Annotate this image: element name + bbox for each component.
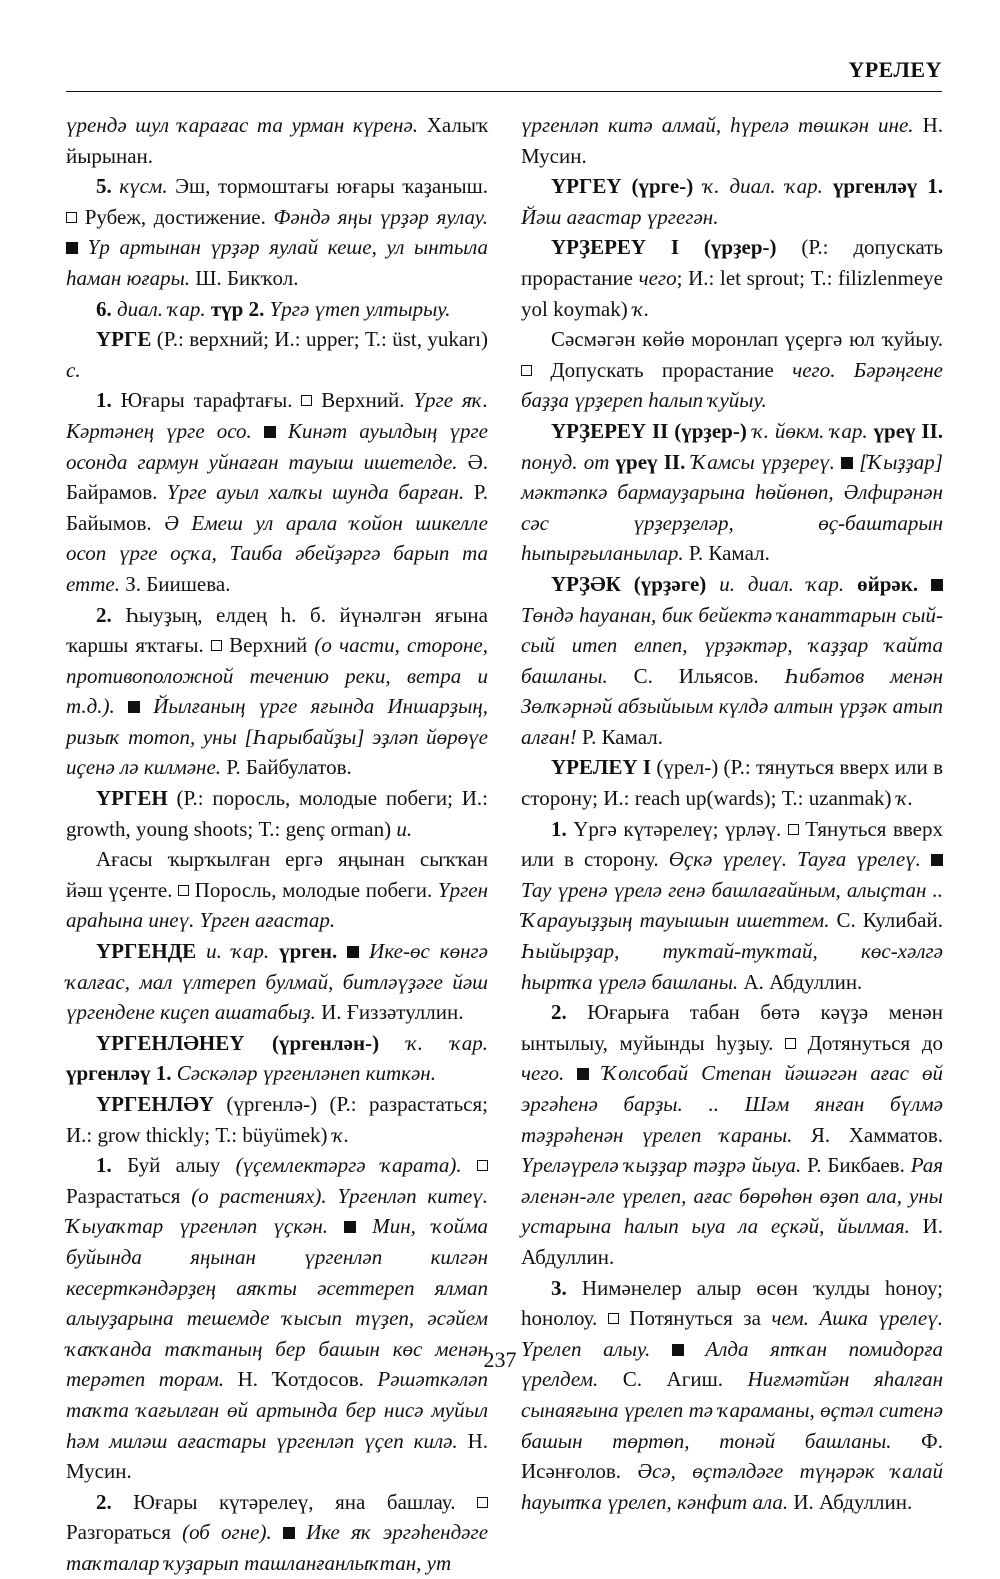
example-text: Үр артынан үрҙәр яулай кеше, ул ынтыла һаман юғары.: [66, 235, 488, 290]
translations-text: ; И.: let sprout; Т.: filizlenmeye yol koymak): [521, 265, 943, 321]
sense-number: 1.: [96, 388, 112, 413]
square-marker-icon: [788, 824, 799, 835]
translation-text: Разрастаться: [66, 1183, 192, 1208]
grammar-label: ҡ. йөкм. ҡар.: [746, 418, 868, 443]
example-text: Рәшәткәләп таҡта ҡағылған өй артында бер нисә муйыл һәм миләш ағастары үргенләп үҫеп килә.: [66, 1367, 488, 1453]
source-text: И. Абдуллин.: [521, 1214, 943, 1269]
source-text: Ш. Бикҡол.: [190, 265, 299, 290]
sense-paragraph: [66, 1150, 488, 1487]
stem-form: (үрге-): [621, 174, 694, 199]
translation-text: Разгораться: [66, 1520, 183, 1545]
square-marker-icon: [301, 395, 312, 406]
sense-paragraph: [66, 600, 488, 784]
headword-paragraph: [521, 752, 943, 813]
definition-paragraph: [521, 324, 943, 416]
black-square-marker-icon: [347, 946, 359, 958]
example-text: Алда ятҡан помидорға үрелдем.: [521, 1336, 944, 1392]
sense-paragraph: [66, 1487, 488, 1579]
source-text: Я. Хамматов.: [792, 1122, 943, 1147]
definition-text: Нимәнелер: [566, 1275, 697, 1300]
gloss-text: (о растениях).: [191, 1183, 327, 1208]
sense-number: 3.: [551, 1275, 567, 1300]
gloss-text: (об огне).: [182, 1520, 272, 1545]
part-of-speech-label: ҡ.: [327, 1122, 350, 1147]
example-text: Тау үренә үрелә генә башлағайным, алыҫтан .. Ҡарауыҙҙың тауышын ишеттем.: [521, 877, 943, 933]
headword-paragraph: [66, 783, 488, 844]
cross-reference: үргенләү 1.: [66, 1061, 172, 1086]
definition-text: Юғары күтәрелеү, яна башлау.: [111, 1489, 477, 1514]
source-text: Р. Бикбаев.: [801, 1153, 911, 1178]
example-text: Үреләүрелә ҡыҙҙар тәҙрә йыуа.: [521, 1153, 802, 1178]
translation-text: Поросль, молодые побеги.: [189, 877, 438, 902]
stem-form: (үрҙер-): [668, 418, 747, 443]
translation-text: Потянуться за: [618, 1306, 772, 1331]
headword: ҮРҘЕРЕҮ II: [551, 418, 669, 443]
gloss-text: (үҫемлектәргә ҡарата).: [235, 1153, 462, 1178]
definition-text: Һыуҙың, елдең һ. б. йүнәлгән яғына ҡаршы яҡтағы.: [66, 602, 488, 658]
gloss-text: чего: [638, 265, 677, 290]
stem-form: (үрҙәге): [620, 571, 707, 596]
translation-text: Тянуться вверх или в сторону.: [521, 816, 943, 872]
sense-paragraph: [521, 1273, 943, 1518]
example-text: үрендә шул ҡарағас та урман күренә.: [66, 113, 419, 137]
headword: ҮРГЕҮ: [551, 174, 622, 199]
black-square-marker-icon: [264, 426, 276, 438]
translation-text: Дотянуться до: [795, 1030, 944, 1055]
headword: ҮРГЕН: [96, 786, 168, 811]
entry-paragraph: [521, 110, 943, 171]
part-of-speech-label: ҡ.: [627, 296, 650, 321]
example-text: Һыйырҙар, туҡтай-туҡтай, көс-хәлгә һыртҡа үрелә башланы.: [521, 939, 943, 994]
grammar-label: ҡ. ҡар.: [379, 1030, 488, 1055]
sense-paragraph: [521, 814, 943, 998]
example-text: Ҡамсы үрҙереү.: [685, 449, 835, 474]
translations-text: (үргенлә-) (Р.: разрастаться; И.: grow thickly; Т.: büyümek): [66, 1092, 488, 1147]
black-square-marker-icon: [841, 457, 853, 469]
black-square-marker-icon: [66, 242, 78, 254]
definition-text: алыр өсөн ҡулды һоноу; һонолоу.: [521, 1275, 944, 1331]
source-text: Р. Камал.: [683, 541, 770, 566]
definition-text: Үргә күтәрелеү; үрләү.: [566, 816, 788, 841]
sense-number: 2.: [96, 1489, 112, 1514]
example-text: Мин, ҡойма буйында яңынан үргенләп килгән кесерткәндәрҙең аяҡты әсеттереп ялмап алыуҙарына тешемде ҡысып түҙеп, әсәйем ҡаҡҡанда таҡтаның бер башын көс менән терәтеп торам.: [66, 1214, 489, 1392]
example-text: Бәрәңгене баҙҙа үрҙереп һалып ҡуйыу.: [521, 357, 943, 413]
example-text: Кинәт ауылдың үрге осонда гармун уйнаған тауыш ишетелде.: [66, 418, 488, 474]
headword-paragraph: [521, 569, 943, 753]
example-text: Рая әленән-әле үрелеп, ағас бөрөһөн өҙөп ала, уны устарына һалып ыуа ла еҫкәй, йылмая.: [521, 1153, 943, 1239]
translations-text: (Р.: верхний; И.: upper; Т.: üst, yukarı): [151, 327, 488, 352]
example-text: Йәш ағастар үргегән.: [521, 204, 719, 229]
translation-text: Рубеж, достижение.: [77, 204, 274, 229]
square-marker-icon: [521, 365, 532, 376]
grammar-label: и. диал. ҡар.: [706, 571, 845, 596]
example-text: Сәскәләр үргенләнеп киткән.: [171, 1061, 436, 1086]
right-column: [521, 110, 943, 1517]
definition-text: Юғарыға табан бөтә кәүҙә менән ынтылыу, муйынды һуҙыу.: [521, 1000, 943, 1055]
headword: ҮРГЕНЛӘНЕҮ: [96, 1030, 245, 1055]
black-square-marker-icon: [283, 1527, 295, 1539]
example-text: Үргенләп китеү. Ҡыуаҡтар үргенләп үҫкән.: [66, 1183, 488, 1239]
square-marker-icon: [211, 640, 222, 651]
headword-paragraph: [521, 171, 943, 232]
part-of-speech-label: с.: [66, 357, 81, 382]
example-text: Ашка үрелеү. Үрелеп алыу.: [521, 1306, 944, 1361]
cross-reference: үреү II.: [609, 449, 686, 474]
translations-text: (Р.: поросль, молодые побеги; И.: growth, young shoots; Т.: genç orman): [66, 786, 488, 841]
sense-paragraph: [66, 171, 488, 293]
black-square-marker-icon: [128, 701, 140, 713]
square-marker-icon: [66, 212, 77, 223]
page-number: 237: [483, 1347, 517, 1372]
example-text: Үрге ауыл халҡы шунда барған.: [166, 480, 465, 505]
source-text: И. Абдуллин.: [788, 1489, 913, 1514]
black-square-marker-icon: [931, 579, 943, 591]
example-text: [Ҡыҙҙар] мәктәпкә бармауҙарына һөйөнөп, Әлфирәнән сәс үрҙерҙеләр, өҫ-баштарын һыпырғыланылар.: [521, 449, 943, 566]
source-text: И. Ғиззәтуллин.: [315, 1000, 464, 1025]
example-text: Ә Емеш ул арала ҡойон шикелле осоп үрге оҫҡа, Таиба әбейҙәргә барып та етте.: [66, 510, 488, 596]
part-of-speech-label: ҡ.: [891, 786, 914, 811]
gloss-text: чем.: [771, 1306, 809, 1331]
source-text: Ә. Байрамов.: [66, 449, 488, 505]
headword: ҮРҘЕРЕҮ I: [551, 235, 680, 260]
definition-text: Ағасы ҡырҡылған ергә яңынан сыҡҡан йәш үҫенте.: [66, 847, 488, 902]
sense-paragraph: [521, 997, 943, 1272]
cross-reference: үреү II.: [867, 418, 943, 443]
source-text: С. Кулибай.: [829, 908, 943, 933]
source-text: Халыҡ йырынан.: [66, 113, 488, 168]
grammar-label: күсм.: [111, 174, 168, 199]
source-text: А. Абдуллин.: [738, 969, 863, 994]
translation-text: Верхний: [221, 633, 315, 658]
sense-number: 2.: [96, 602, 112, 627]
example-text: Ике яҡ эргәһендәге таҡталар ҡуҙарып ташланғанлыҡтан, ут: [66, 1520, 489, 1575]
stem-form: (үргенлән-): [244, 1030, 380, 1055]
definition-text: Юғары тарафтағы.: [111, 388, 302, 413]
running-head-title: ҮРЕЛЕҮ: [848, 57, 942, 82]
example-text: Ниғмәтйән яһалған сынаяғына үрелеп тә ҡараманы, өҫтәл ситенә башын төртөп, тонәй башланы.: [521, 1367, 943, 1453]
headword-paragraph: [521, 416, 943, 569]
entry-paragraph: [66, 110, 488, 171]
grammar-label: понуд. от: [521, 449, 610, 474]
example-text: Төндә һауанан, бик бейектә ҡанаттарын сый-сый итеп елпеп, үрҙәктәр, ҡаҙҙар ҡайта башланы.: [521, 602, 943, 688]
black-square-marker-icon: [344, 1221, 356, 1233]
translations-text: (үрел-) (Р.: тянуться вверх или в сторону; И.: reach up(wards); Т.: uzanmak): [521, 755, 943, 811]
example-text: Үрген араһына инеү. Үрген ағастар.: [66, 877, 489, 933]
sense-number: 6.: [96, 296, 112, 321]
square-marker-icon: [178, 885, 189, 896]
headword-paragraph: [66, 936, 488, 1028]
cross-reference: түр 2.: [205, 296, 265, 321]
source-text: Н. Ҡотдосов.: [224, 1367, 378, 1392]
example-text: Ике-өс көнгә ҡалғас, мал үлтереп булмай, битләүҙәге йәш үргендене киҫеп ашатабыҙ.: [66, 939, 489, 1025]
translation-text: Верхний.: [312, 388, 414, 413]
headword: ҮРГЕНДЕ: [96, 939, 197, 964]
square-marker-icon: [477, 1160, 488, 1171]
translations-text: (Р.: допускать прорастание: [521, 235, 943, 290]
sense-number: 1.: [551, 816, 567, 841]
sense-number: 1.: [96, 1153, 112, 1178]
cross-reference: үрген.: [269, 939, 338, 964]
source-text: З. Биишева.: [119, 571, 231, 596]
source-text: Н. Мусин.: [521, 113, 943, 168]
headword: ҮРҘӘК: [551, 571, 621, 596]
stem-form: (үрҙер-): [679, 235, 777, 260]
example-text: Өҫкә үрелеү. Тауға үрелеү.: [668, 847, 921, 872]
headword-paragraph: [521, 232, 943, 324]
square-marker-icon: [477, 1497, 488, 1508]
cross-reference: үргенләү 1.: [822, 174, 943, 199]
headword-paragraph: [66, 324, 488, 385]
sense-number: 2.: [551, 1000, 567, 1025]
gloss-text: чего.: [521, 1061, 565, 1086]
part-of-speech-label: и.: [391, 816, 413, 841]
black-square-marker-icon: [577, 1068, 589, 1080]
example-text: Үрге яҡ. Кәртәнең үрге осо.: [66, 388, 489, 443]
example-text: Ҡолсобай Степан йәшәгән ағас өй эргәһенә барҙы. .. Шәм янған бүлмә тәҙрәһенән үрелеп ҡараны.: [521, 1061, 943, 1147]
gloss-text: чего.: [792, 357, 836, 382]
translation-text: Допускать прорастание: [532, 357, 793, 382]
running-header: [66, 55, 942, 92]
example-text: Һибәтов менән Зөлҡәрнәй абзыйыым күлдә алтын үрҙәк атып алған!: [521, 663, 943, 749]
grammar-label: и. ҡар.: [196, 939, 270, 964]
grammar-label: ҡ. диал. ҡар.: [693, 174, 823, 199]
source-text: С. Ильясов.: [607, 663, 785, 688]
example-text: үргенләп китә алмай, һүрелә төшкән ине.: [521, 113, 914, 137]
example-text: Үргә үтеп ултырыу.: [264, 296, 451, 321]
definition-text: Эш, тормоштағы юғары ҡаҙаныш.: [167, 174, 489, 199]
gloss-text: (о части, стороне, противоположной течению реки, ветра и т.д.).: [66, 633, 488, 719]
grammar-label: диал. ҡар.: [111, 296, 206, 321]
sense-paragraph: [66, 385, 488, 599]
source-text: Ф. Исәнғолов.: [521, 1428, 943, 1484]
example-text: Әсә, өҫтәлдәге түңәрәк ҡалай һауытҡа үрелеп, кәнфит ала.: [521, 1459, 943, 1514]
definition-text: Буй алыу: [111, 1153, 236, 1178]
cross-reference: өйрәк.: [844, 571, 919, 596]
sense-paragraph: [66, 294, 488, 325]
square-marker-icon: [785, 1038, 796, 1049]
source-text: Р. Байымов.: [66, 480, 488, 535]
example-text: Фәндә яңы үрҙәр яулау.: [273, 204, 489, 229]
headword-paragraph: [66, 1089, 488, 1150]
definition-paragraph: [66, 844, 488, 936]
black-square-marker-icon: [931, 854, 943, 866]
headword-paragraph: [66, 1028, 488, 1089]
square-marker-icon: [608, 1313, 619, 1324]
headword: ҮРЕЛЕҮ I: [551, 755, 652, 780]
example-text: Йылғаның үрге яғында Иншарҙың, ризыҡ тотоп, уны [Һарыбайҙы] эҙләп йөрөүе иҫенә лә килмәне.: [66, 694, 489, 780]
headword: ҮРГЕ: [96, 327, 152, 352]
source-text: Р. Байбулатов.: [221, 755, 352, 780]
source-text: Р. Камал.: [576, 724, 664, 749]
source-text: Н. Мусин.: [66, 1428, 488, 1484]
headword: ҮРГЕНЛӘҮ: [96, 1092, 215, 1116]
definition-text: Сәсмәгән көйө моронлап үҫергә юл ҡуйыу.: [551, 327, 943, 352]
sense-number: 5.: [96, 174, 112, 199]
source-text: С. Агиш.: [598, 1367, 748, 1392]
